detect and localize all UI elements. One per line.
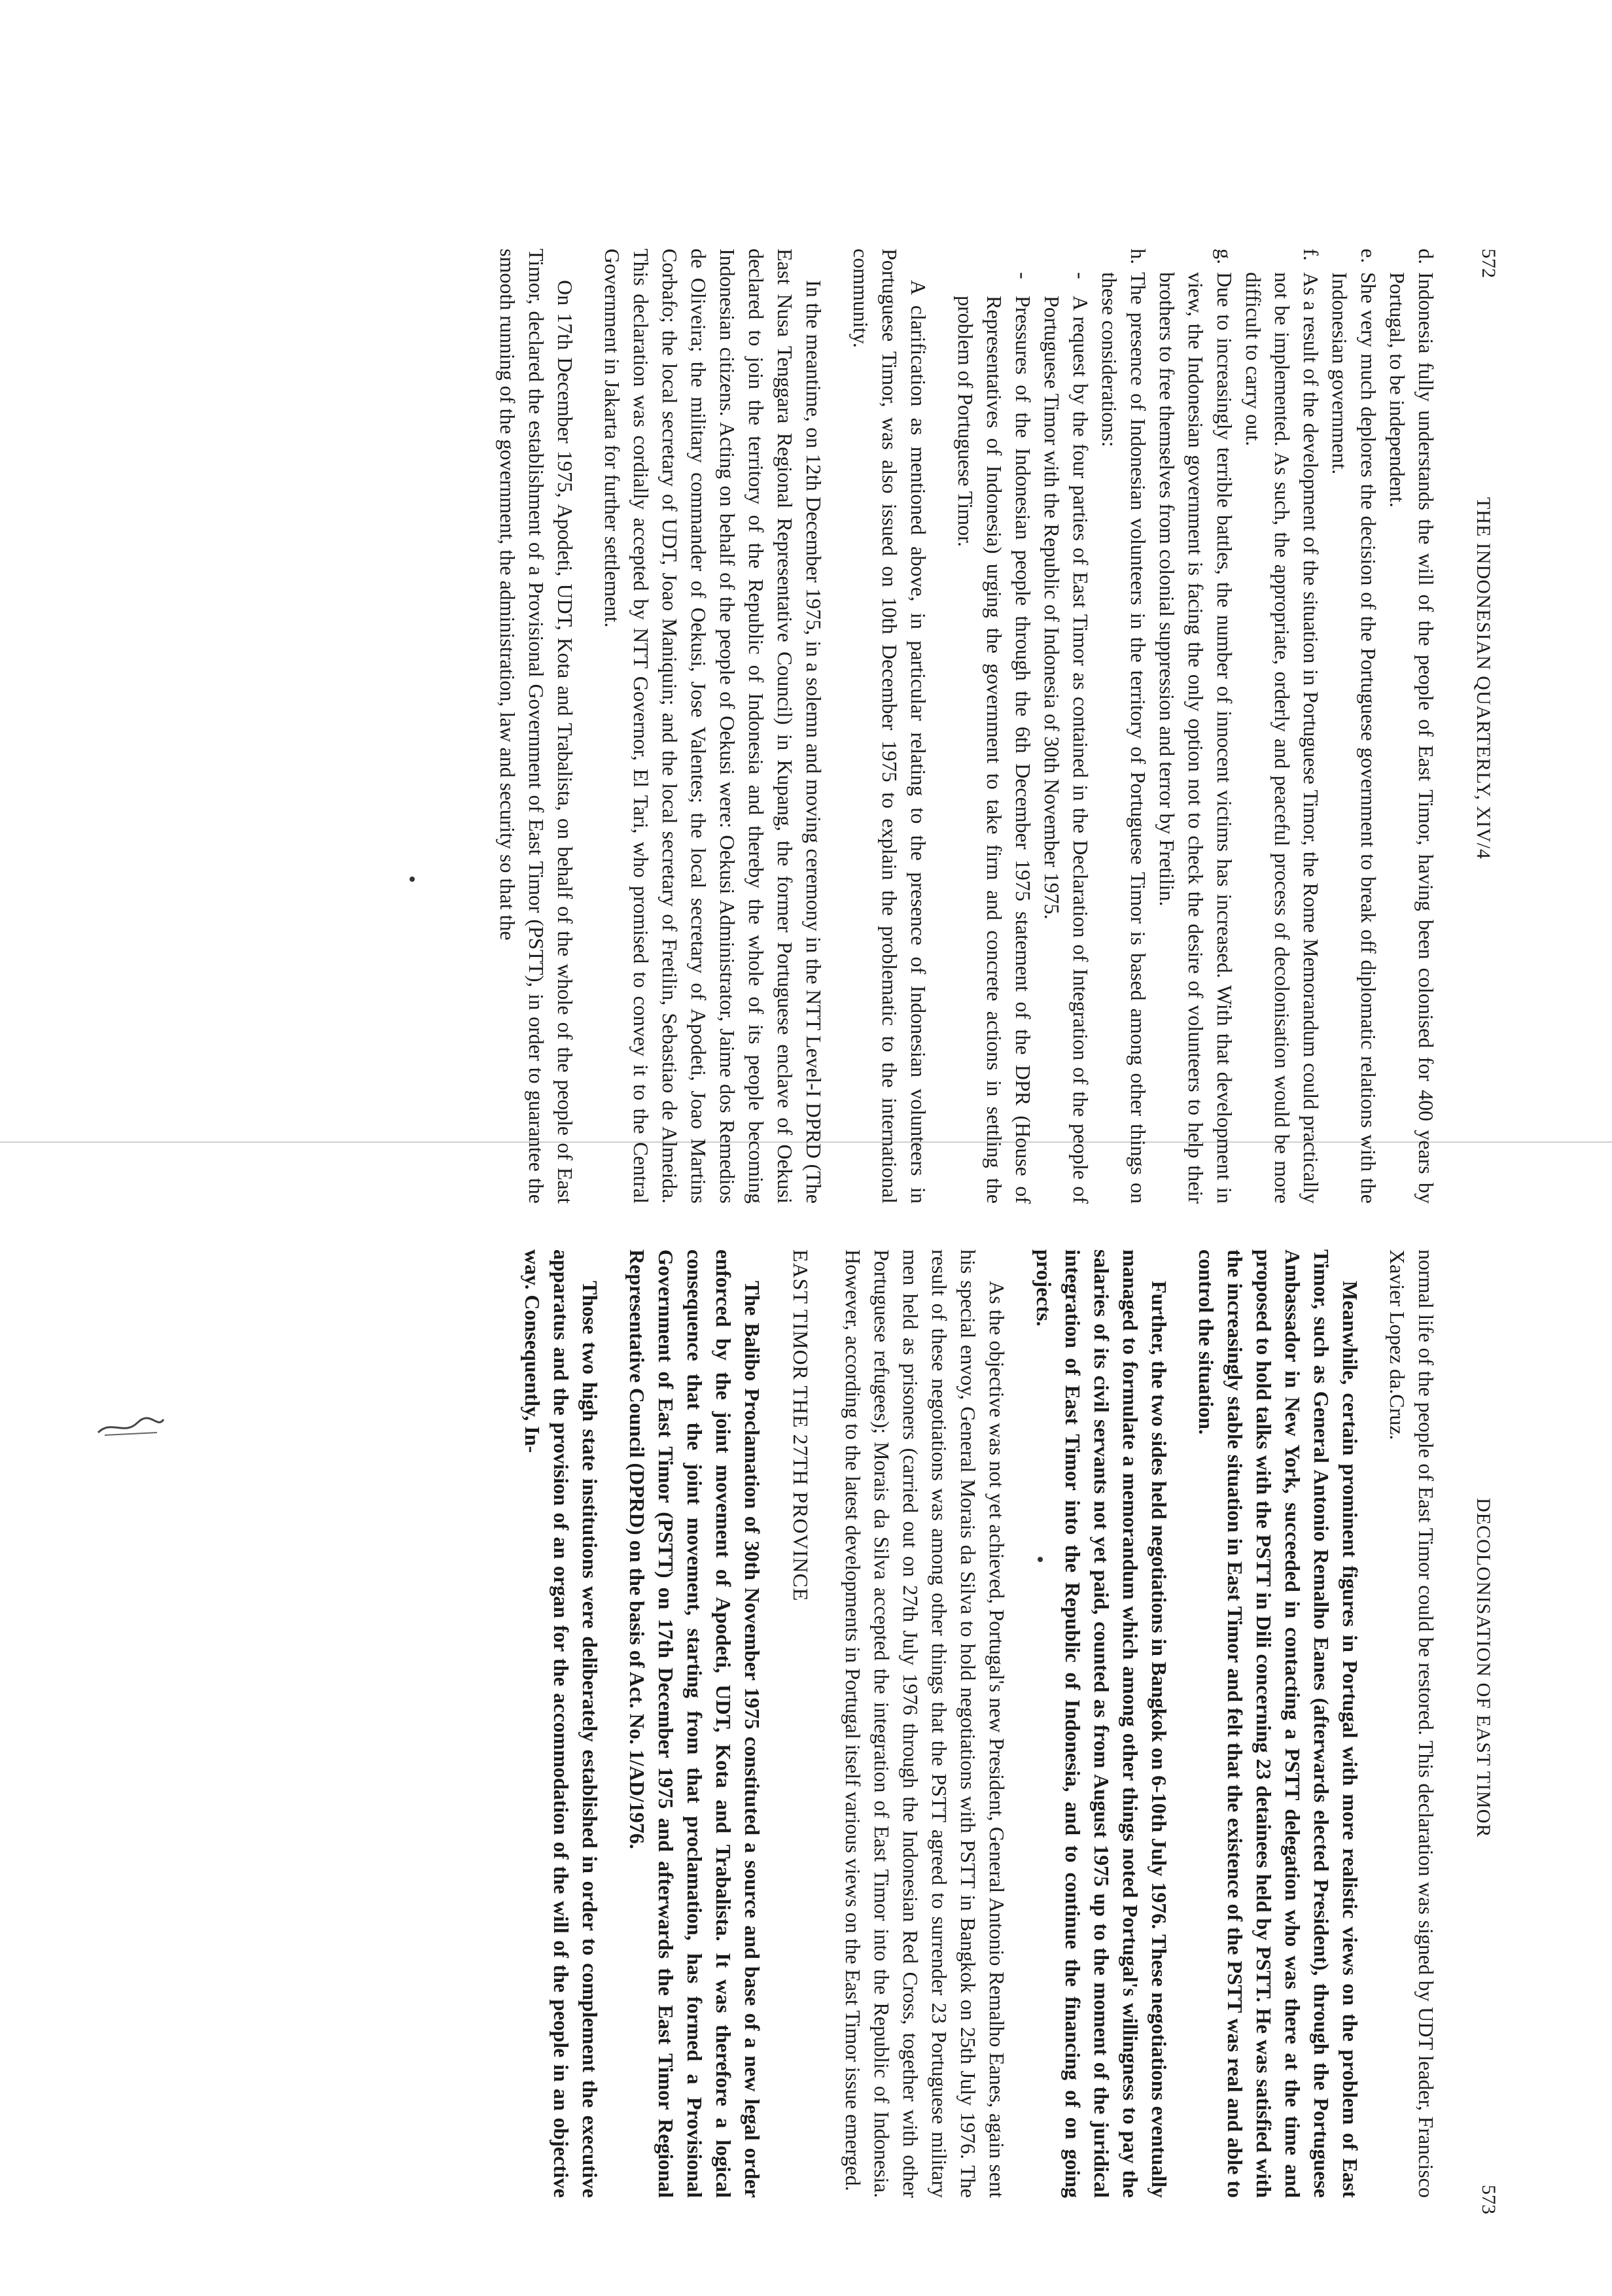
list-item-text: As a result of the development of the situation in Portuguese Timor, the Rome Memorandum could practically not be implemented. As such, the appropriate, orderly and peaceful process of decolonisation would be more difficult to carry out. xyxy=(1242,272,1323,1204)
list-item-text: The presence of Indonesian volunteers in the territory of Portuguese Timor is based among other things on these considerations: xyxy=(1098,272,1150,1204)
list-item xyxy=(1325,249,1383,1204)
list-marker: d. xyxy=(1414,249,1438,264)
paragraph: Meanwhile, certain prominent figures in Portugal with more realistic views on the problem of East Timor, such as General Antonio Remalho Eanes (afterwards elected President), through the Portuguese Ambassador in New York, succeeded in contacting a PSTT delegation who was there at the time and proposed to hold talks with the PSTT in Dili concerning 23 detainees held by PSTT. He was satisfied with the increasingly stable situation in East Timor and felt that the existence of the PSTT was real and able to control the situation. xyxy=(1195,1249,1362,2198)
page-number-left: 572 xyxy=(1478,249,1499,278)
sub-list-item-text: Pressures of the Indonesian people through the 6th December 1975 statement of the DPR (House of Representatives of Indonesia) urging the government to take firm and concrete actions in settling the problem of Portuguese Timor. xyxy=(954,296,1035,1204)
sub-list-item xyxy=(951,272,1038,1204)
scan-artifact-scribble xyxy=(92,1413,170,1439)
right-page-body xyxy=(518,1249,1441,2198)
page-number-right: 573 xyxy=(1478,2185,1499,2214)
section-heading: EAST TIMOR THE 27TH PROVINCE xyxy=(789,1249,813,1602)
running-head-left: THE INDONESIAN QUARTERLY, XIV/4 xyxy=(1473,497,1494,860)
list-item-text: Due to increasingly terrible battles, the number of innocent victims has increased. With that development in view, the Indonesian government is facing the only option not to check the desire of volunteers to help their brothers to free themselves from colonial suppression and terror by Fretilin. xyxy=(1155,272,1236,1204)
running-head-right: DECOLONISATION OF EAST TIMOR xyxy=(1473,1498,1494,1838)
list-marker: g. xyxy=(1213,249,1236,264)
paragraph: In the meantime, on 12th December 1975, in a solemn and moving ceremony in the NTT Level-I DPRD (The East Nusa Tenggara Regional Representative Council) in Kupang, the former Portuguese enclave of Oekusi declared to join the territory of the Republic of Indonesia and thereby the whole of its people becoming Indonesian citizens. Acting on behalf of the people of Oekusi were: Oekusi Administrator, Jaime dos Remedios de Oliveira; the military commander of Oekusi, Jose Valentes; the local secretary of Apodeti, Joao Martins Corbafo; the local secretary of UDT, Joao Maniquin; and the local secretary of Fretilin, Sebastiao de Almeida. This declaration was cordially accepted by NTT Governor, El Tari, who promised to convey it to the Central Government in Jakarta for further settlement. xyxy=(601,249,826,1204)
list-marker: e. xyxy=(1357,249,1380,264)
paragraph: The Balibo Proclamation of 30th November 1975 constituted a source and base of a new legal order enforced by the joint movement of Apodeti, UDT, Kota and Trabalista. It was therefore a logical consequence that the joint movement, starting from that proclamation, has formed a Provisional Government of East Timor (PSTT) on 17th December 1975 and afterwards the East Timor Regional Representative Council (DPRD) on the basis of Act. No. 1/AD/1976. xyxy=(625,1249,764,2198)
sub-list-marker: - xyxy=(1011,272,1035,279)
left-page-body xyxy=(493,249,1441,1204)
paragraph: Further, the two sides held negotiations in Bangkok on 6-10th July 1976. These negotiations eventually managed to formulate a memorandum which among other things noted Portugal's willingness to pay the salaries of its civil servants not yet paid, counted as from August 1975 up to the moment of the juridical integration of East Timor into the Republic of Indonesia, and to continue the financing of on going projects. xyxy=(1032,1249,1171,2198)
list-item xyxy=(1095,249,1153,1204)
speck-mark xyxy=(410,877,415,882)
list-marker: f. xyxy=(1299,249,1323,261)
list-item-text: Indonesia fully understands the will of the people of East Timor, having been colonised for 400 years by Portugal, to be independent. xyxy=(1386,272,1438,1204)
sub-list-item xyxy=(1038,272,1095,1204)
list-item xyxy=(1383,249,1441,1204)
list-item-text: She very much deplores the decision of the Portuguese government to break off diplomatic relations with the Indonesian government. xyxy=(1328,272,1380,1204)
paragraph: normal life of the people of East Timor could be restored. This declaration was signed by UDT leader, Francisco Xavier Lopez da.Cruz. xyxy=(1386,1249,1438,2198)
list-item xyxy=(1153,249,1239,1204)
list-item xyxy=(1239,249,1325,1204)
list-marker: h. xyxy=(1127,249,1150,264)
sub-list-marker: - xyxy=(1069,272,1093,279)
paragraph: As the objective was not yet achieved, Portugal's new President, General Antonio Remalho Eanes, again sent his special envoy, General Morais da Silva to hold negotiations with PSTT in Bangkok on 25th July 1976. The result of these negotiations was among other things that the PSTT agreed to surrender 23 Portuguese military men held as prisoners (carried out on 27th July 1976 through the Indonesian Red Cross, together with other Portuguese refugees); Morais da Silva accepted the integration of East Timor into the Republic of Indonesia. However, according to the latest developments in Portugal itself various views on the East Timor issue emerged. xyxy=(841,1249,1009,2198)
speck-mark xyxy=(1038,1557,1043,1562)
paragraph: A clarification as mentioned above, in particular relating to the presence of Indonesian volunteers in Portuguese Timor, was also issued on 10th December 1975 to explain the problematic to the international community. xyxy=(849,249,930,1204)
sub-list-item-text: A request by the four parties of East Timor as contained in the Declaration of Integration of the people of Portuguese Timor with the Republic of Indonesia of 30th November 1975. xyxy=(1040,296,1093,1204)
paragraph: Those two high state institutions were deliberately established in order to complement the executive apparatus and the provision of an organ for the accommodation of the will of the people in an objective way. Consequently, In- xyxy=(521,1249,602,2198)
paragraph: On 17th December 1975, Apodeti, UDT, Kota and Trabalista, on behalf of the whole of the people of East Timor, declared the establishment of a Provisional Government of East Timor (PSTT), in order to guarantee the smooth running of the government, the administration, law and security so that the xyxy=(496,249,577,1204)
